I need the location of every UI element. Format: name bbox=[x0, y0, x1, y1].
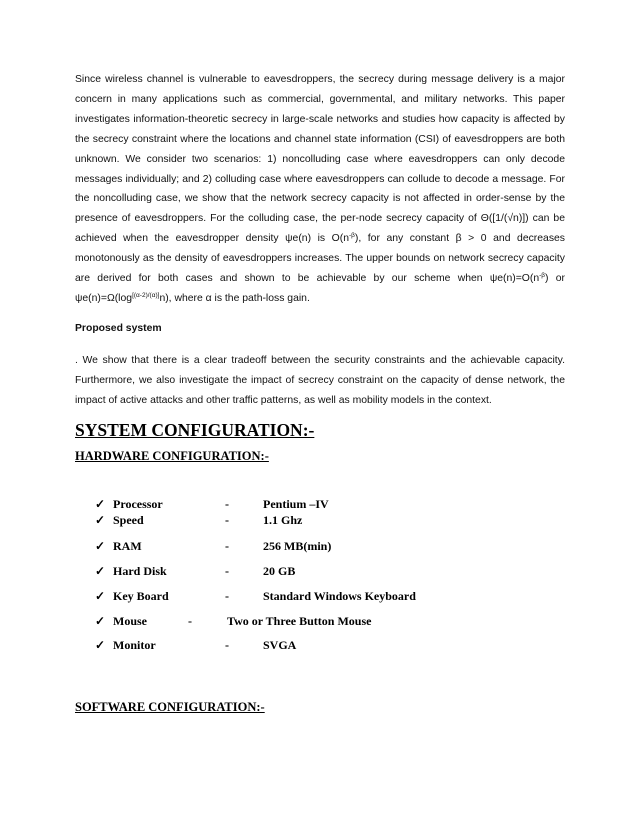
hardware-configuration-title: HARDWARE CONFIGURATION:- bbox=[75, 449, 269, 463]
hardware-value: 256 MB(min) bbox=[263, 539, 332, 553]
hardware-label: Monitor bbox=[113, 638, 156, 652]
hardware-value: 20 GB bbox=[263, 564, 296, 578]
checkmark-icon: ✓ bbox=[95, 638, 106, 652]
hardware-value: 1.1 Ghz bbox=[263, 513, 303, 527]
abstract-superscript-3: [(α-2)/(α)] bbox=[132, 291, 160, 299]
hardware-label: Speed bbox=[113, 513, 144, 527]
hardware-label: Mouse bbox=[113, 614, 147, 628]
abstract-superscript-1: -β bbox=[348, 232, 355, 240]
proposed-system-heading: Proposed system bbox=[75, 323, 162, 334]
abstract-text-part-3: ) or ψe(n)=Ω(log bbox=[75, 273, 565, 304]
hardware-value: SVGA bbox=[263, 638, 297, 652]
checkmark-icon: ✓ bbox=[95, 614, 106, 628]
hardware-dash: - bbox=[225, 589, 229, 603]
hardware-value: Pentium –IV bbox=[263, 497, 329, 511]
hardware-dash: - bbox=[225, 638, 229, 652]
abstract-text-part-2: ), for any constant β > 0 and decreases monotonously as the density of eavesdroppers increases. The upper bounds on network secrecy capacity are derived for both cases and shown to be achievable by our scheme when ψe(n)=O(n bbox=[75, 233, 565, 285]
hardware-label: Hard Disk bbox=[113, 564, 167, 578]
abstract-text-end: n), where α is the path-loss gain. bbox=[159, 292, 310, 304]
hardware-dash: - bbox=[225, 539, 229, 553]
checkmark-icon: ✓ bbox=[95, 564, 106, 578]
hardware-dash: - bbox=[225, 564, 229, 578]
checkmark-icon: ✓ bbox=[95, 513, 106, 527]
checkmark-icon: ✓ bbox=[95, 539, 106, 553]
hardware-value: Standard Windows Keyboard bbox=[263, 589, 416, 603]
checkmark-icon: ✓ bbox=[95, 497, 106, 511]
abstract-paragraph bbox=[75, 70, 565, 309]
hardware-dash: - bbox=[225, 497, 229, 511]
hardware-dash: - bbox=[225, 513, 229, 527]
hardware-value: Two or Three Button Mouse bbox=[227, 614, 372, 628]
abstract-text-part-1: Since wireless channel is vulnerable to eavesdroppers, the secrecy during message delivery is a major concern in many applications such as commercial, governmental, and military networks. This paper investigates information-theoretic secrecy in large-scale networks and studies how capacity is affected by the secrecy constraint where the locations and channel state information (CSI) of eavesdroppers are both unknown. We consider two scenarios: 1) noncolluding case where eavesdroppers can only decode messages individually; and 2) colluding case where eavesdroppers can collude to decode a message. For the noncolluding case, we show that the network secrecy capacity is not affected in order-sense by the presence of eavesdroppers. For the colluding case, the per-node secrecy capacity of Θ([1/(√n)]) can be achieved when the eavesdropper density ψe(n) is O(n bbox=[75, 74, 565, 245]
abstract-superscript-2: -β bbox=[539, 272, 546, 280]
hardware-label: Processor bbox=[113, 497, 163, 511]
hardware-label: Key Board bbox=[113, 589, 169, 603]
checkmark-icon: ✓ bbox=[95, 589, 106, 603]
hardware-label: RAM bbox=[113, 539, 142, 553]
hardware-dash: - bbox=[188, 614, 192, 628]
software-configuration-title: SOFTWARE CONFIGURATION:- bbox=[75, 700, 265, 714]
proposed-system-paragraph: . We show that there is a clear tradeoff between the security constraints and the achievable capacity. Furthermore, we also investigate the impact of secrecy constraint on the capacity of dense network, the impact of active attacks and other traffic patterns, as well as mobility models in the context. bbox=[75, 355, 565, 406]
system-configuration-title: SYSTEM CONFIGURATION:- bbox=[75, 420, 315, 440]
